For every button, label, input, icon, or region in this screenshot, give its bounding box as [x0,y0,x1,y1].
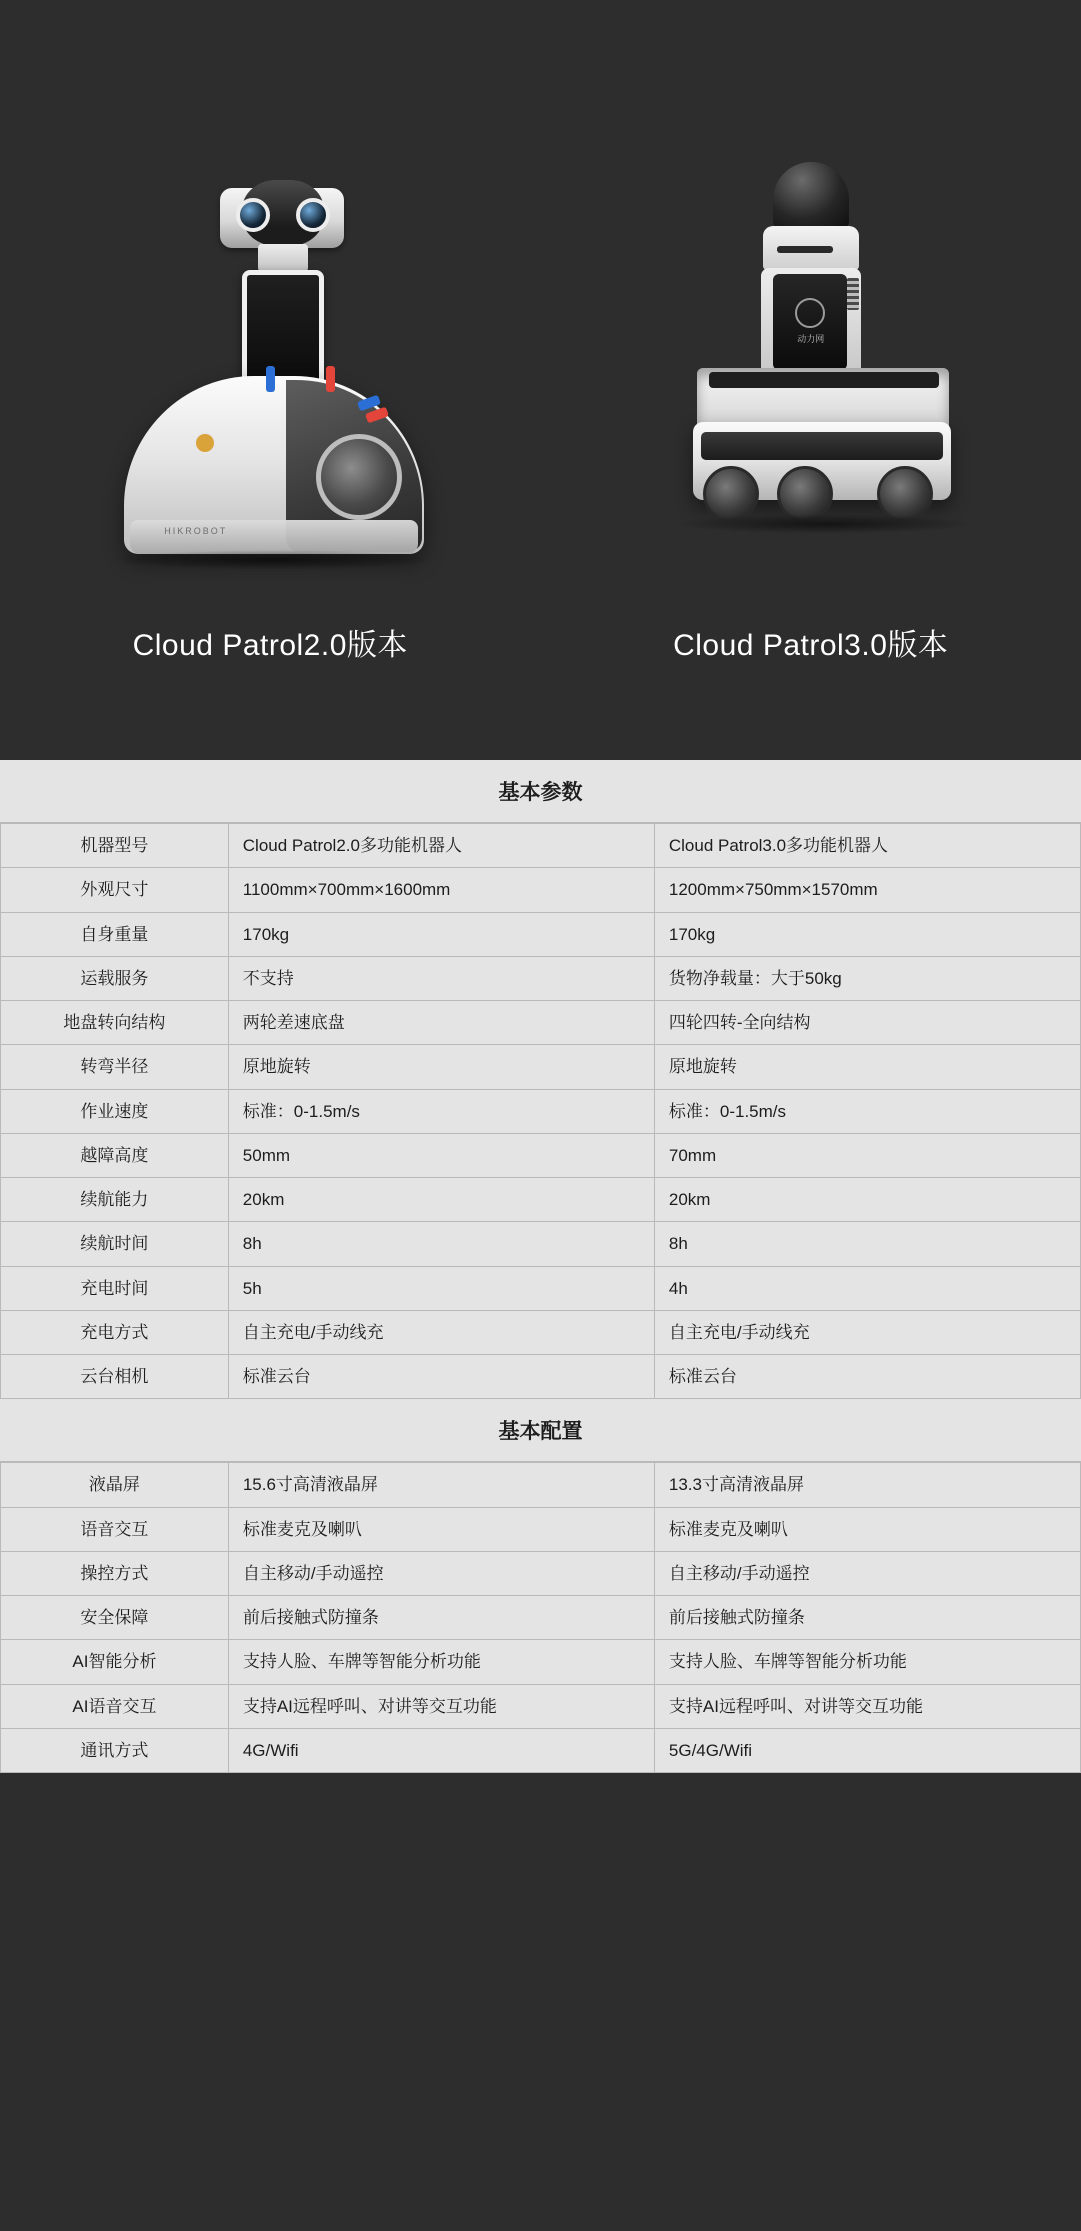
row-key: 自身重量 [1,912,229,956]
row-value-v2: 不支持 [228,956,654,1000]
robot-screen [242,270,324,388]
row-value-v3: 标准麦克及喇叭 [654,1507,1080,1551]
table-row [1,1310,1081,1354]
row-value-v3: 20km [654,1178,1080,1222]
row-key: 地盘转向结构 [1,1001,229,1045]
row-value-v3: 前后接触式防撞条 [654,1596,1080,1640]
bottom-spacer [0,1773,1081,1801]
table-row [1,1551,1081,1595]
table-row [1,1507,1081,1551]
spec-table-basic-parameters [0,823,1081,1399]
row-value-v2: 标准麦克及喇叭 [228,1507,654,1551]
row-key: 续航能力 [1,1178,229,1222]
row-value-v3: 170kg [654,912,1080,956]
row-value-v2: 原地旋转 [228,1045,654,1089]
camera-dome [773,162,849,232]
row-key: 安全保障 [1,1596,229,1640]
table-row [1,824,1081,868]
section-title-basic-parameters: 基本参数 [0,760,1081,823]
row-key: 充电方式 [1,1310,229,1354]
spec-table-basic-configuration [0,1462,1081,1773]
robot-3-illustration [631,80,991,620]
row-value-v3: 自主移动/手动遥控 [654,1551,1080,1595]
product-hero [0,0,1081,760]
row-key: 语音交互 [1,1507,229,1551]
table-row [1,1001,1081,1045]
row-value-v3: 原地旋转 [654,1045,1080,1089]
row-key: AI智能分析 [1,1640,229,1684]
row-value-v2: 20km [228,1178,654,1222]
robot-head-vent [777,246,833,253]
accent-red-right [326,366,335,392]
table-row [1,1684,1081,1728]
row-key: 作业速度 [1,1089,229,1133]
row-key: 通讯方式 [1,1728,229,1772]
caption-cloud-patrol-3: Cloud Patrol3.0版本 [673,629,949,662]
row-key: 操控方式 [1,1551,229,1595]
chassis-dark-panel [701,432,943,460]
table-row [1,1089,1081,1133]
row-value-v2: 自主移动/手动遥控 [228,1551,654,1595]
robot-wheel [877,466,933,522]
row-value-v3: 四轮四转-全向结构 [654,1001,1080,1045]
caption-cloud-patrol-2: Cloud Patrol2.0版本 [132,629,408,662]
cargo-box-inner [709,372,939,388]
row-value-v2: 8h [228,1222,654,1266]
row-value-v2: 4G/Wifi [228,1728,654,1772]
row-value-v2: 50mm [228,1133,654,1177]
accent-blue-left [266,366,275,392]
row-value-v3: 4h [654,1266,1080,1310]
row-key: 机器型号 [1,824,229,868]
row-key: AI语音交互 [1,1684,229,1728]
table-row [1,956,1081,1000]
table-row [1,1266,1081,1310]
robot-neck [258,244,308,272]
table-row [1,1355,1081,1399]
row-value-v3: 支持人脸、车牌等智能分析功能 [654,1640,1080,1684]
row-value-v2: 前后接触式防撞条 [228,1596,654,1640]
table-row [1,1045,1081,1089]
row-value-v2: 支持人脸、车牌等智能分析功能 [228,1640,654,1684]
row-value-v3: 8h [654,1222,1080,1266]
row-value-v2: 1100mm×700mm×1600mm [228,868,654,912]
row-value-v2: 170kg [228,912,654,956]
row-value-v3: 货物净载量：大于50kg [654,956,1080,1000]
product-image-cloud-patrol-2 [0,40,541,620]
table-row [1,1178,1081,1222]
row-value-v3: 自主充电/手动线充 [654,1310,1080,1354]
row-value-v3: Cloud Patrol3.0多功能机器人 [654,824,1080,868]
table-row [1,1463,1081,1507]
section-title-basic-configuration: 基本配置 [0,1399,1081,1462]
row-key: 充电时间 [1,1266,229,1310]
table-row [1,1133,1081,1177]
product-image-cloud-patrol-3 [541,40,1081,620]
row-value-v3: 13.3寸高清液晶屏 [654,1463,1080,1507]
row-value-v3: 标准：0-1.5m/s [654,1089,1080,1133]
robot-wheel [703,466,759,522]
table-row [1,1640,1081,1684]
table-row [1,868,1081,912]
row-key: 越障高度 [1,1133,229,1177]
table-row [1,912,1081,956]
screen-logo-label: 动力网 [797,334,825,344]
product-image-row [0,0,1081,620]
row-key: 云台相机 [1,1355,229,1399]
row-key: 外观尺寸 [1,868,229,912]
row-key: 运载服务 [1,956,229,1000]
table-row [1,1728,1081,1772]
camera-lens-left-icon [236,198,270,232]
row-value-v2: 标准：0-1.5m/s [228,1089,654,1133]
row-key: 续航时间 [1,1222,229,1266]
row-value-v2: 5h [228,1266,654,1310]
ground-shadow [110,550,436,570]
row-value-v3: 70mm [654,1133,1080,1177]
table-row [1,1222,1081,1266]
robot-wheel [316,434,402,520]
brand-wordmark: HIKROBOT [164,526,228,536]
row-value-v2: Cloud Patrol2.0多功能机器人 [228,824,654,868]
product-captions [0,620,1081,698]
row-key: 转弯半径 [1,1045,229,1089]
table-row [1,1596,1081,1640]
robot-side-vent [847,278,859,310]
ground-shadow [675,514,975,534]
camera-lens-right-icon [296,198,330,232]
row-value-v2: 支持AI远程呼叫、对讲等交互功能 [228,1684,654,1728]
row-value-v3: 标准云台 [654,1355,1080,1399]
robot-2-illustration [90,80,450,620]
row-value-v2: 两轮差速底盘 [228,1001,654,1045]
row-value-v3: 5G/4G/Wifi [654,1728,1080,1772]
row-value-v3: 1200mm×750mm×1570mm [654,868,1080,912]
screen-logo-icon [795,298,825,328]
row-value-v2: 15.6寸高清液晶屏 [228,1463,654,1507]
row-value-v2: 标准云台 [228,1355,654,1399]
row-value-v3: 支持AI远程呼叫、对讲等交互功能 [654,1684,1080,1728]
row-key: 液晶屏 [1,1463,229,1507]
row-value-v2: 自主充电/手动线充 [228,1310,654,1354]
